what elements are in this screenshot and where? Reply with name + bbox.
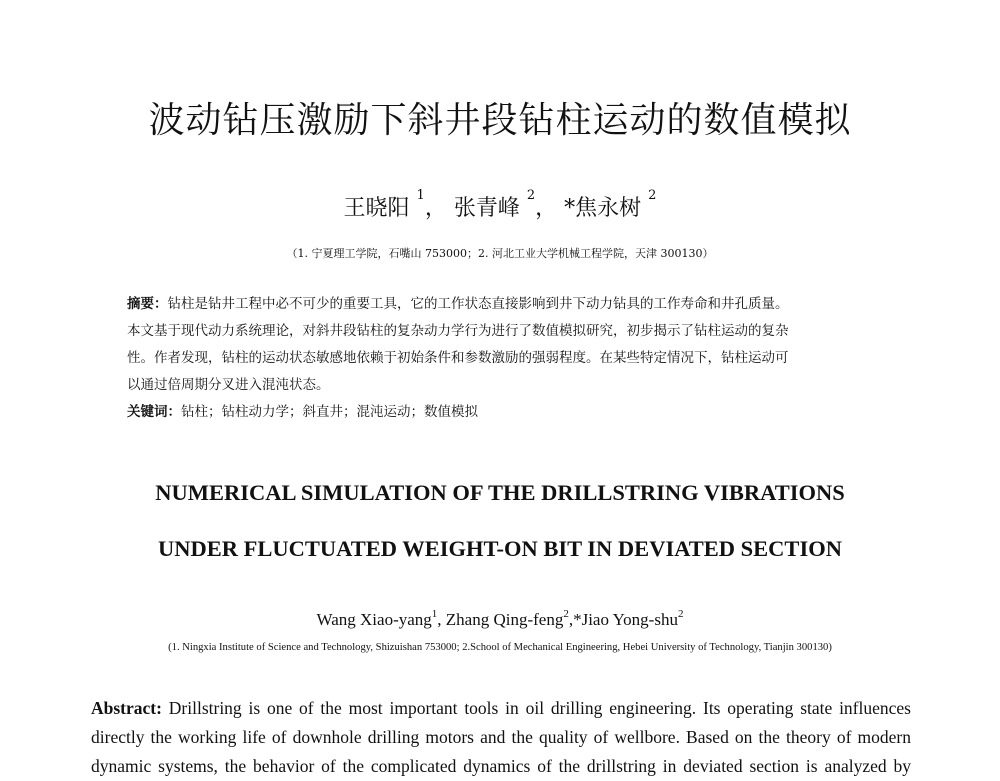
english-authors	[0, 610, 1000, 630]
chinese-abstract-line: 性。作者发现，钻柱的运动状态敏感地依赖于初始条件和参数激励的强弱程度。在某些特定情况下，钻柱运动可	[127, 350, 789, 366]
english-abstract-line: dynamic systems, the behavior of the complicated dynamics of the drillstring in deviated section is analyzed by	[91, 756, 911, 776]
chinese-abstract-label: 摘要：	[127, 296, 168, 312]
chinese-abstract-line: 摘要：钻柱是钻井工程中必不可少的重要工具，它的工作状态直接影响到井下动力钻具的工作寿命和井孔质量。	[127, 296, 789, 312]
english-author-2: Zhang Qing-feng$^2$,	[445, 608, 574, 629]
chinese-author-1: 王晓阳 $^1$，	[343, 188, 447, 221]
chinese-title: 波动钻压激励下斜井段钻柱运动的数值模拟	[148, 100, 852, 141]
english-abstract-label: Abstract:	[91, 698, 162, 718]
chinese-keywords-label: 关键词：	[127, 404, 181, 420]
chinese-abstract-line: 本文基于现代动力系统理论，对斜井段钻柱的复杂动力学行为进行了数值模拟研究，初步揭示了钻柱运动的复杂	[127, 323, 789, 339]
english-abstract-line: Abstract: Drillstring is one of the most important tools in oil drilling engineering. Its operating state influences	[91, 698, 911, 718]
english-abstract	[91, 694, 911, 781]
chinese-affiliation: （1. 宁夏理工学院，石嘴山 753000；2. 河北工业大学机械工程学院，天津 300130）	[286, 247, 714, 260]
chinese-abstract-line: 以通过倍周期分叉进入混沌状态。	[127, 377, 330, 393]
english-abstract-line: directly the working life of downhole drilling motors and the quality of wellbore. Based on the theory of modern	[91, 727, 911, 747]
english-title-line-1: NUMERICAL SIMULATION OF THE DRILLSTRING VIBRATIONS	[155, 480, 845, 505]
chinese-author-3: *焦永树 $^2$	[564, 188, 657, 221]
chinese-abstract	[127, 291, 883, 426]
chinese-keywords: 关键词：钻柱；钻柱动力学；斜直井；混沌运动；数值模拟	[127, 404, 478, 420]
english-title-line-2: UNDER FLUCTUATED WEIGHT-ON BIT IN DEVIATED SECTION	[158, 536, 842, 561]
chinese-authors	[0, 188, 1000, 222]
english-affiliation: (1. Ningxia Institute of Science and Technology, Shizuishan 753000; 2.School of Mechanical Engineering, Hebei University of Technology, Tianjin 300130)	[168, 642, 832, 653]
english-author-1: Wang Xiao-yang$^1$,	[316, 608, 446, 629]
chinese-author-2: 张青峰 $^2$，	[453, 188, 558, 221]
english-author-3: *Jiao Yong-shu$^2$	[573, 608, 684, 629]
